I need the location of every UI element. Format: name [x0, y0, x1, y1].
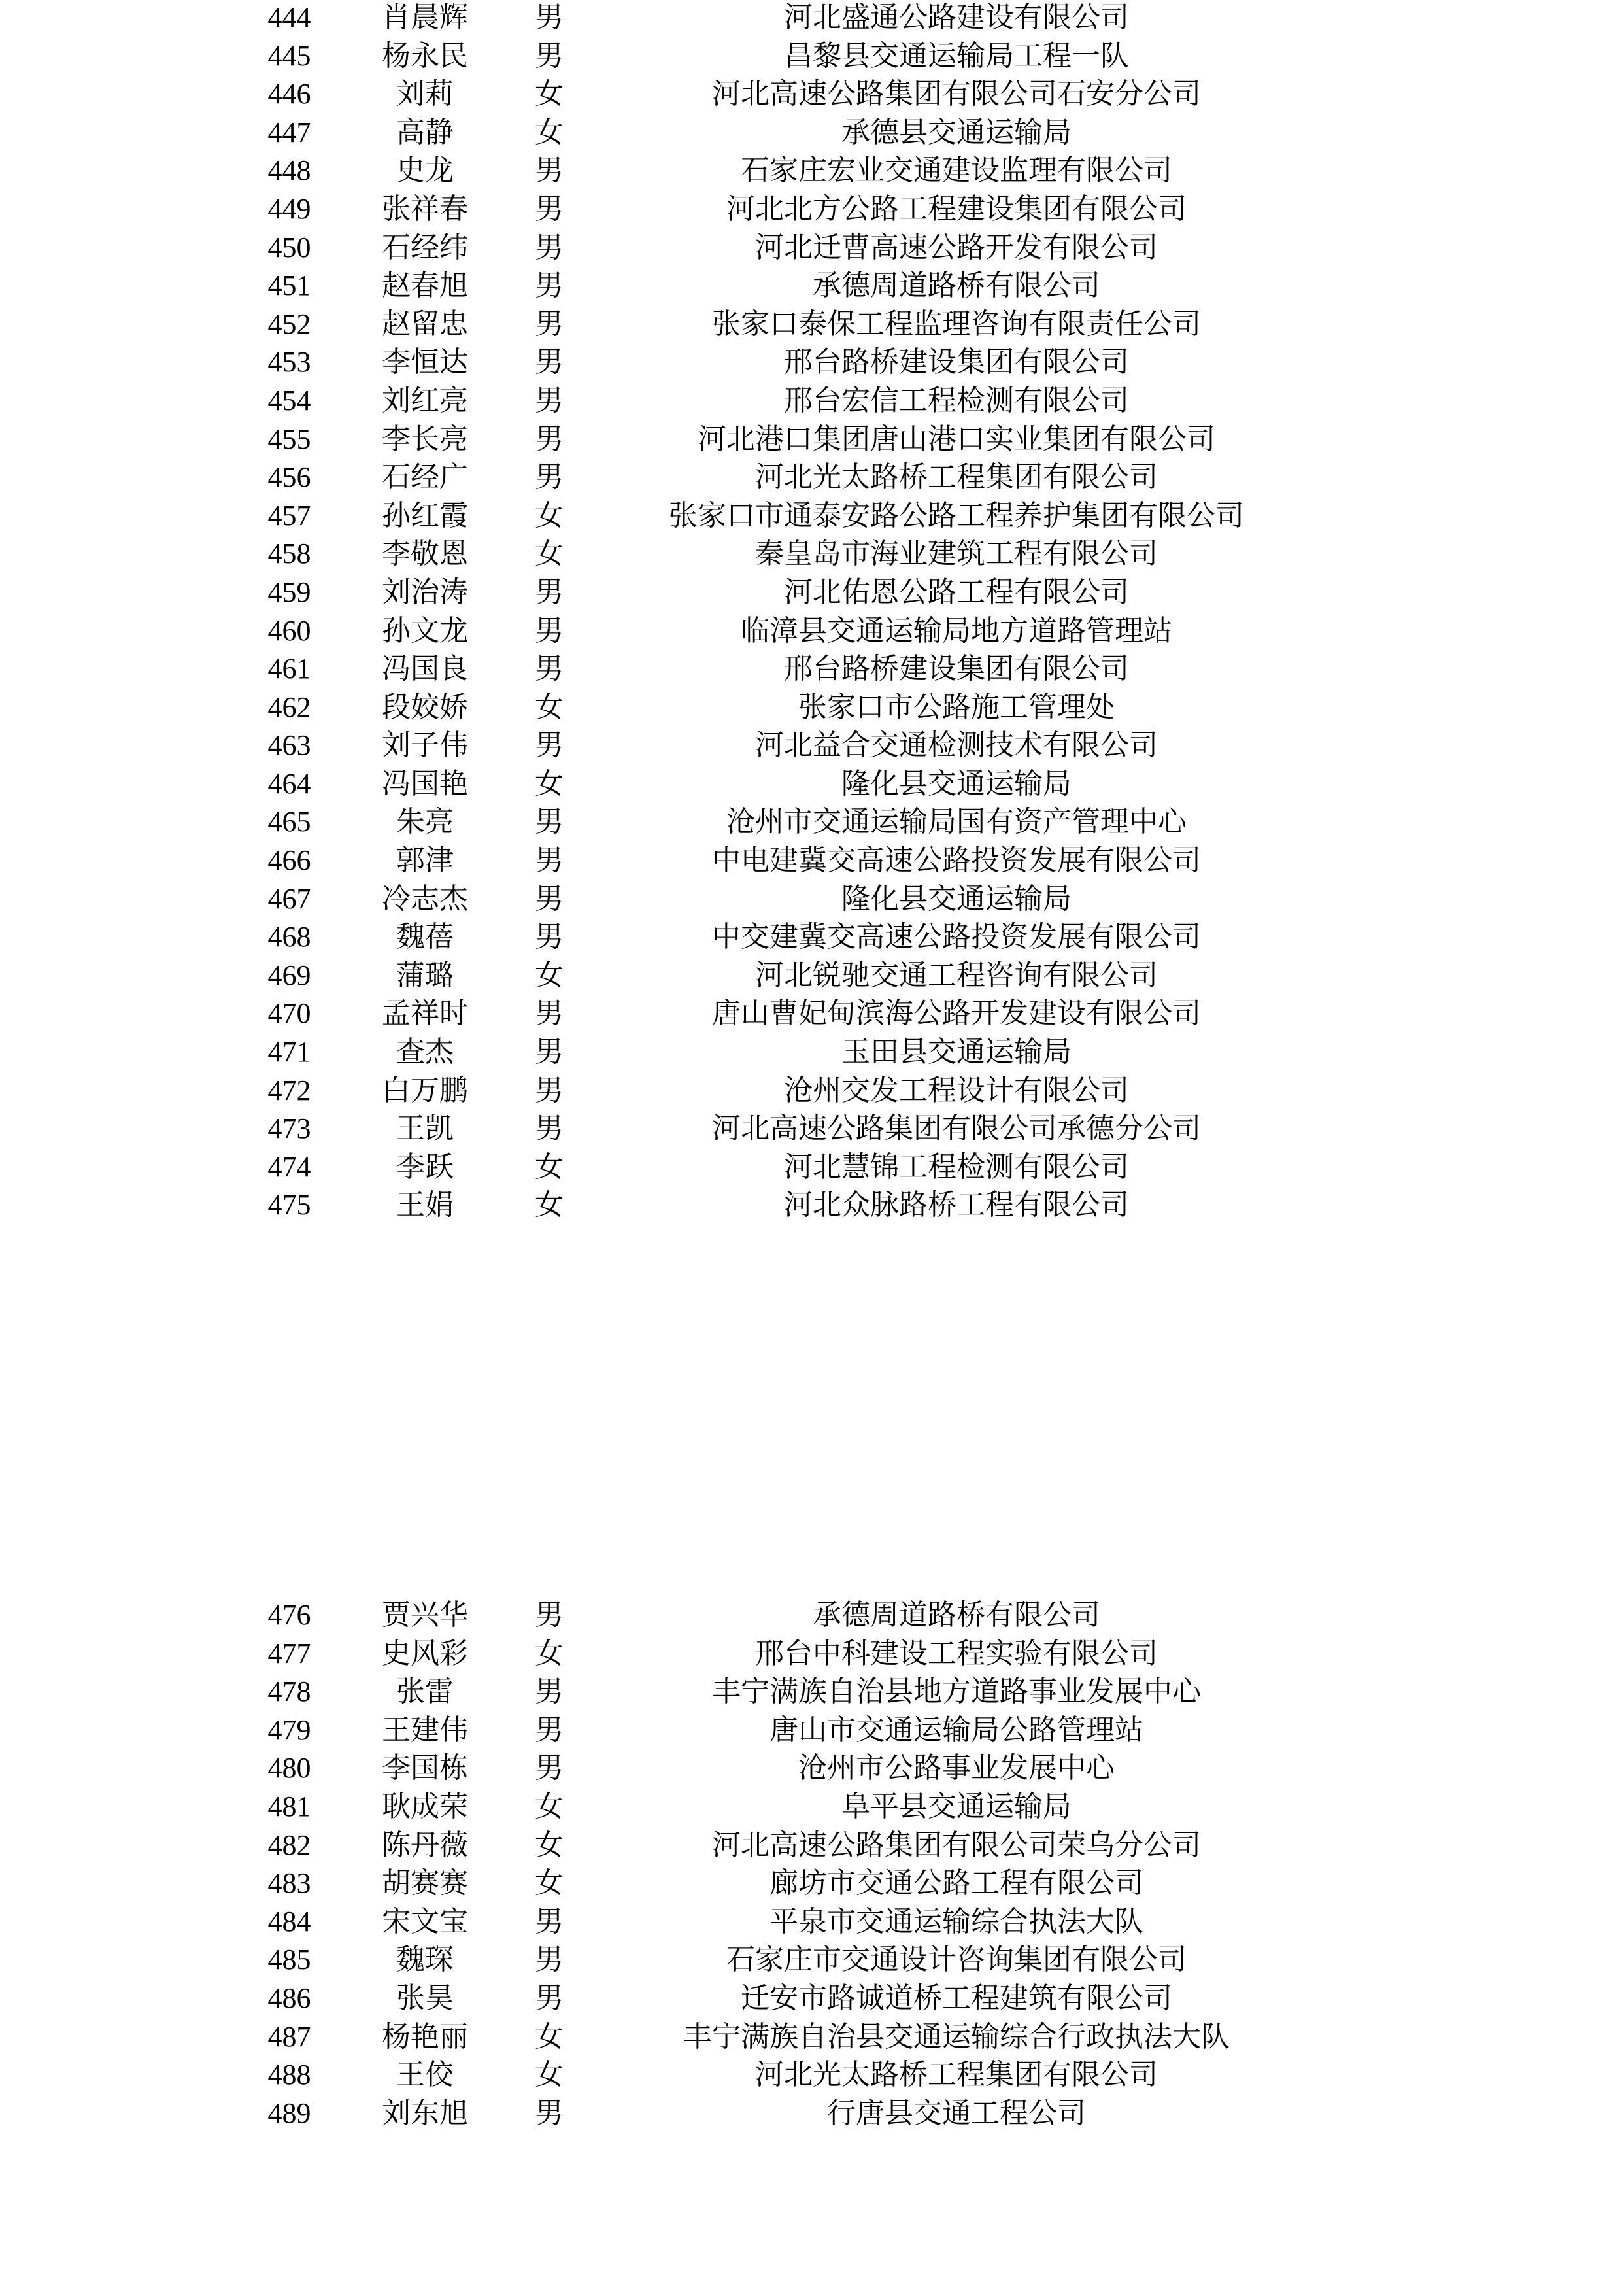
gender-value: 男	[535, 2097, 564, 2129]
row-number: 483	[267, 1867, 311, 1900]
organization-name: 邢台路桥建设集团有限公司	[784, 653, 1129, 685]
gender-value: 男	[535, 39, 564, 72]
gender-value: 女	[535, 1189, 564, 1222]
row-number: 482	[267, 1828, 311, 1861]
row-number: 444	[267, 1, 311, 33]
row-number: 478	[267, 1675, 311, 1708]
organization-name: 沧州市公路事业发展中心	[798, 1752, 1115, 1785]
organization-name: 河北迁曹高速公路开发有限公司	[755, 231, 1158, 264]
row-number: 484	[267, 1905, 311, 1938]
table-row	[0, 535, 1622, 574]
gender-value: 男	[535, 806, 564, 838]
table-row	[0, 995, 1622, 1033]
organization-name: 行唐县交通工程公司	[827, 2097, 1086, 2129]
person-name: 刘子伟	[382, 729, 468, 762]
organization-name: 唐山市交通运输局公路管理站	[769, 1713, 1143, 1746]
organization-name: 承德周道路桥有限公司	[813, 1599, 1100, 1631]
row-number: 447	[267, 116, 311, 148]
gender-value: 男	[535, 614, 564, 647]
table-row	[0, 957, 1622, 995]
table-row	[0, 574, 1622, 612]
person-name: 冷志杰	[382, 882, 468, 915]
gender-value: 女	[535, 1790, 564, 1823]
gender-value: 男	[535, 1905, 564, 1938]
gender-value: 男	[535, 1981, 564, 2014]
table-row	[0, 918, 1622, 957]
row-number: 489	[267, 2097, 311, 2129]
person-name: 张昊	[396, 1981, 454, 2014]
table-row	[0, 612, 1622, 651]
person-name: 赵留忠	[382, 307, 468, 340]
person-name: 孙红霞	[382, 499, 468, 532]
organization-name: 秦皇岛市海业建筑工程有限公司	[755, 538, 1158, 570]
gender-value: 男	[535, 346, 564, 379]
organization-name: 中交建冀交高速公路投资发展有限公司	[712, 921, 1201, 953]
table-row	[0, 37, 1622, 76]
gender-value: 男	[535, 1074, 564, 1106]
table-row	[0, 458, 1622, 497]
table-row	[0, 803, 1622, 842]
row-number: 455	[267, 422, 311, 455]
table-row	[0, 1979, 1622, 2018]
person-name: 郭津	[396, 844, 454, 877]
organization-name: 河北港口集团唐山港口实业集团有限公司	[698, 422, 1215, 455]
row-number: 461	[267, 653, 311, 685]
gender-value: 男	[535, 1752, 564, 1785]
row-number: 485	[267, 1944, 311, 1976]
gender-value: 男	[535, 1944, 564, 1976]
person-name: 史风彩	[382, 1637, 468, 1670]
organization-name: 河北高速公路集团有限公司荣乌分公司	[712, 1828, 1201, 1861]
organization-name: 邢台路桥建设集团有限公司	[784, 346, 1129, 379]
gender-value: 男	[535, 653, 564, 685]
organization-name: 临漳县交通运输局地方道路管理站	[741, 614, 1172, 647]
table-row	[0, 727, 1622, 765]
organization-name: 丰宁满族自治县地方道路事业发展中心	[712, 1675, 1201, 1708]
person-name: 刘莉	[396, 78, 454, 111]
row-number: 466	[267, 844, 311, 877]
gender-value: 男	[535, 154, 564, 187]
table-row	[0, 152, 1622, 190]
gender-value: 男	[535, 422, 564, 455]
row-number: 472	[267, 1074, 311, 1106]
organization-name: 河北慧锦工程检测有限公司	[784, 1150, 1129, 1183]
organization-name: 河北盛通公路建设有限公司	[784, 1, 1129, 33]
organization-name: 隆化县交通运输局	[841, 882, 1072, 915]
person-name: 白万鹏	[382, 1074, 468, 1106]
person-name: 孟祥时	[382, 997, 468, 1030]
organization-name: 唐山曹妃甸滨海公路开发建设有限公司	[712, 997, 1201, 1030]
person-name: 张雷	[396, 1675, 454, 1708]
person-name: 蒲璐	[396, 959, 454, 991]
table-row	[0, 420, 1622, 459]
table-row	[0, 343, 1622, 382]
row-number: 449	[267, 192, 311, 225]
row-number: 469	[267, 959, 311, 991]
table-row	[0, 1941, 1622, 1979]
row-number: 452	[267, 307, 311, 340]
table-row	[0, 1148, 1622, 1187]
row-number: 476	[267, 1599, 311, 1631]
table-row	[0, 1110, 1622, 1148]
person-name: 查杰	[396, 1036, 454, 1069]
person-name: 石经纬	[382, 231, 468, 264]
person-name: 赵春旭	[382, 269, 468, 302]
row-number: 457	[267, 499, 311, 532]
gender-value: 男	[535, 269, 564, 302]
table-row	[0, 765, 1622, 804]
gender-value: 男	[535, 231, 564, 264]
gender-value: 男	[535, 384, 564, 417]
table-row	[0, 689, 1622, 727]
gender-value: 女	[535, 767, 564, 800]
row-number: 474	[267, 1150, 311, 1183]
gender-value: 女	[535, 499, 564, 532]
organization-name: 承德县交通运输局	[841, 116, 1072, 148]
gender-value: 男	[535, 1112, 564, 1145]
gender-value: 女	[535, 2020, 564, 2053]
organization-name: 张家口泰保工程监理咨询有限责任公司	[712, 307, 1201, 340]
organization-name: 阜平县交通运输局	[841, 1790, 1072, 1823]
organization-name: 河北光太路桥工程集团有限公司	[755, 461, 1158, 494]
row-number: 487	[267, 2020, 311, 2053]
gender-value: 男	[535, 1713, 564, 1746]
table-row	[0, 842, 1622, 880]
gender-value: 男	[535, 921, 564, 953]
table-row	[0, 497, 1622, 536]
organization-name: 河北高速公路集团有限公司承德分公司	[712, 1112, 1201, 1145]
row-number: 465	[267, 806, 311, 838]
row-number: 477	[267, 1637, 311, 1670]
organization-name: 张家口市通泰安路公路工程养护集团有限公司	[669, 499, 1244, 532]
person-name: 冯国良	[382, 653, 468, 685]
row-number: 462	[267, 691, 311, 723]
gender-value: 女	[535, 691, 564, 723]
person-name: 杨艳丽	[382, 2020, 468, 2053]
row-number: 458	[267, 538, 311, 570]
gender-value: 男	[535, 307, 564, 340]
gender-value: 女	[535, 959, 564, 991]
person-name: 王佼	[396, 2059, 454, 2091]
organization-name: 河北北方公路工程建设集团有限公司	[726, 192, 1187, 225]
table-row	[0, 1673, 1622, 1711]
person-name: 耿成荣	[382, 1790, 468, 1823]
organization-name: 隆化县交通运输局	[841, 767, 1072, 800]
row-number: 470	[267, 997, 311, 1030]
table-row	[0, 2018, 1622, 2057]
table-row	[0, 1903, 1622, 1942]
organization-name: 中电建冀交高速公路投资发展有限公司	[712, 844, 1201, 877]
table-row	[0, 1072, 1622, 1110]
table-row	[0, 305, 1622, 344]
organization-name: 河北高速公路集团有限公司石安分公司	[712, 78, 1201, 111]
row-number: 486	[267, 1981, 311, 2014]
person-name: 刘治涛	[382, 575, 468, 608]
organization-name: 河北益合交通检测技术有限公司	[755, 729, 1158, 762]
person-name: 史龙	[396, 154, 454, 187]
organization-name: 石家庄市交通设计咨询集团有限公司	[726, 1944, 1187, 1976]
gender-value: 男	[535, 1, 564, 33]
table-row	[0, 1749, 1622, 1788]
gender-value: 男	[535, 461, 564, 494]
organization-name: 昌黎县交通运输局工程一队	[784, 39, 1129, 72]
person-name: 李长亮	[382, 422, 468, 455]
table-row	[0, 2056, 1622, 2095]
gender-value: 女	[535, 1828, 564, 1861]
gender-value: 女	[535, 1637, 564, 1670]
organization-name: 河北光太路桥工程集团有限公司	[755, 2059, 1158, 2091]
row-number: 456	[267, 461, 311, 494]
gender-value: 女	[535, 2059, 564, 2091]
gender-value: 男	[535, 1036, 564, 1069]
row-number: 450	[267, 231, 311, 264]
person-name: 贾兴华	[382, 1599, 468, 1631]
row-number: 459	[267, 575, 311, 608]
row-number: 464	[267, 767, 311, 800]
gender-value: 女	[535, 1150, 564, 1183]
person-name: 王建伟	[382, 1713, 468, 1746]
gender-value: 女	[535, 78, 564, 111]
organization-name: 石家庄宏业交通建设监理有限公司	[741, 154, 1172, 187]
row-number: 451	[267, 269, 311, 302]
table-row	[0, 229, 1622, 267]
person-name: 魏蓓	[396, 921, 454, 953]
row-number: 448	[267, 154, 311, 187]
person-name: 胡赛赛	[382, 1867, 468, 1900]
row-number: 445	[267, 39, 311, 72]
table-row	[0, 2095, 1622, 2133]
person-name: 高静	[396, 116, 454, 148]
gender-value: 女	[535, 116, 564, 148]
table-row	[0, 1186, 1622, 1225]
gender-value: 男	[535, 192, 564, 225]
person-name: 陈丹薇	[382, 1828, 468, 1861]
row-number: 454	[267, 384, 311, 417]
gender-value: 男	[535, 1675, 564, 1708]
person-name: 杨永民	[382, 39, 468, 72]
gender-value: 女	[535, 1867, 564, 1900]
person-name: 朱亮	[396, 806, 454, 838]
organization-name: 玉田县交通运输局	[841, 1036, 1072, 1069]
organization-name: 河北锐驰交通工程咨询有限公司	[755, 959, 1158, 991]
gender-value: 女	[535, 538, 564, 570]
row-number: 479	[267, 1713, 311, 1746]
organization-name: 河北众脉路桥工程有限公司	[784, 1189, 1129, 1222]
row-number: 463	[267, 729, 311, 762]
gender-value: 男	[535, 575, 564, 608]
document-page-2	[0, 1596, 1622, 2133]
person-name: 刘红亮	[382, 384, 468, 417]
table-row	[0, 1864, 1622, 1903]
organization-name: 承德周道路桥有限公司	[813, 269, 1100, 302]
table-row	[0, 190, 1622, 229]
person-name: 魏琛	[396, 1944, 454, 1976]
row-number: 467	[267, 882, 311, 915]
person-name: 王凯	[396, 1112, 454, 1145]
organization-name: 沧州市交通运输局国有资产管理中心	[726, 806, 1187, 838]
table-row	[0, 114, 1622, 152]
table-row	[0, 1033, 1622, 1072]
person-name: 孙文龙	[382, 614, 468, 647]
row-number: 471	[267, 1036, 311, 1069]
organization-name: 廊坊市交通公路工程有限公司	[769, 1867, 1143, 1900]
person-name: 王娟	[396, 1189, 454, 1222]
row-number: 488	[267, 2059, 311, 2091]
row-number: 460	[267, 614, 311, 647]
organization-name: 平泉市交通运输综合执法大队	[769, 1905, 1143, 1938]
person-name: 刘东旭	[382, 2097, 468, 2129]
row-number: 475	[267, 1189, 311, 1222]
organization-name: 河北佑恩公路工程有限公司	[784, 575, 1129, 608]
table-row	[0, 382, 1622, 420]
gender-value: 男	[535, 844, 564, 877]
organization-name: 丰宁满族自治县交通运输综合行政执法大队	[683, 2020, 1230, 2053]
person-name: 张祥春	[382, 192, 468, 225]
row-number: 481	[267, 1790, 311, 1823]
table-row	[0, 267, 1622, 305]
table-row	[0, 880, 1622, 919]
table-row	[0, 0, 1622, 37]
row-number: 453	[267, 346, 311, 379]
gender-value: 男	[535, 997, 564, 1030]
gender-value: 男	[535, 1599, 564, 1631]
organization-name: 邢台宏信工程检测有限公司	[784, 384, 1129, 417]
table-row	[0, 1788, 1622, 1826]
organization-name: 邢台中科建设工程实验有限公司	[755, 1637, 1158, 1670]
row-number: 480	[267, 1752, 311, 1785]
organization-name: 沧州交发工程设计有限公司	[784, 1074, 1129, 1106]
table-row	[0, 1596, 1622, 1635]
organization-name: 迁安市路诚道桥工程建筑有限公司	[741, 1981, 1172, 2014]
organization-name: 张家口市公路施工管理处	[798, 691, 1115, 723]
person-name: 李国栋	[382, 1752, 468, 1785]
row-number: 446	[267, 78, 311, 111]
table-row	[0, 650, 1622, 689]
person-name: 冯国艳	[382, 767, 468, 800]
person-name: 肖晨辉	[382, 1, 468, 33]
gender-value: 男	[535, 882, 564, 915]
table-row	[0, 1635, 1622, 1673]
person-name: 李敬恩	[382, 538, 468, 570]
row-number: 468	[267, 921, 311, 953]
person-name: 宋文宝	[382, 1905, 468, 1938]
person-name: 段姣娇	[382, 691, 468, 723]
gender-value: 男	[535, 729, 564, 762]
table-row	[0, 1711, 1622, 1750]
row-number: 473	[267, 1112, 311, 1145]
person-name: 李恒达	[382, 346, 468, 379]
table-row	[0, 75, 1622, 114]
person-name: 石经广	[382, 461, 468, 494]
person-name: 李跃	[396, 1150, 454, 1183]
table-row	[0, 1826, 1622, 1865]
